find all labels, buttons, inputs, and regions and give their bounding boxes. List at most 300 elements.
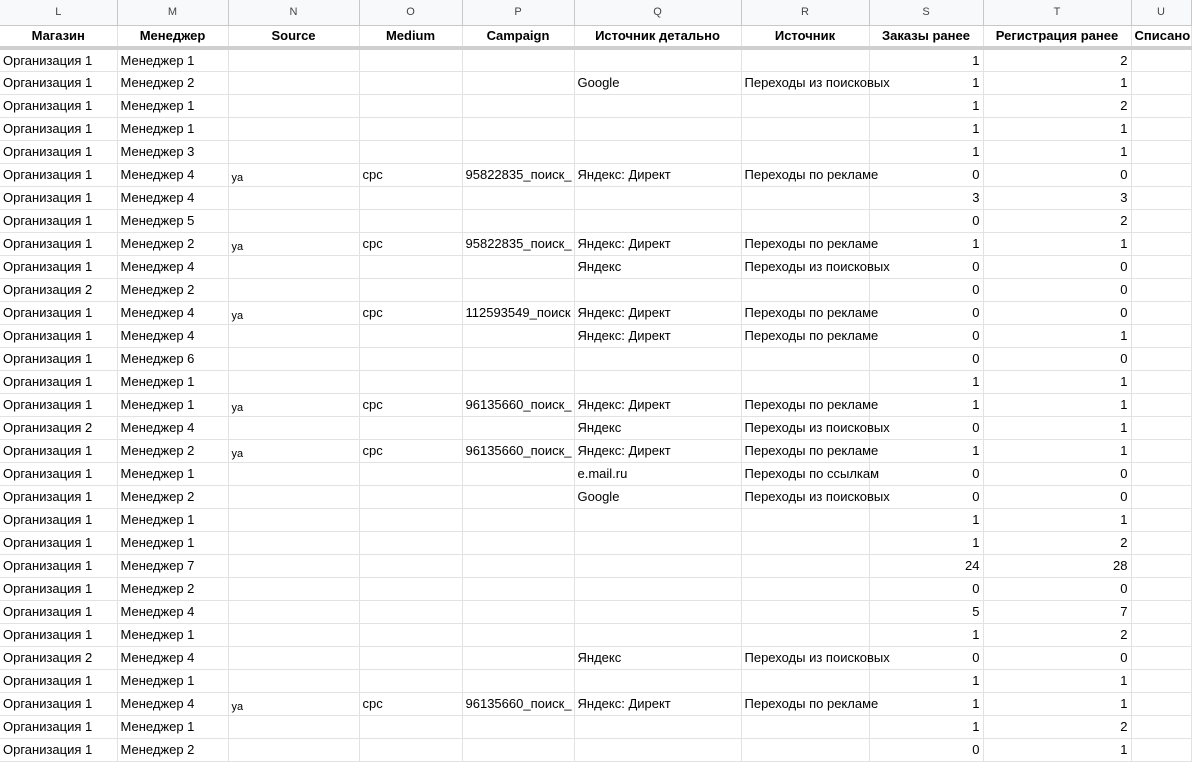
cell-channel[interactable]: [741, 600, 869, 623]
cell-source-detail[interactable]: Яндекс: Директ: [574, 439, 741, 462]
cell-orders[interactable]: 1: [869, 531, 983, 554]
cell-registrations[interactable]: 2: [983, 94, 1131, 117]
column-letter[interactable]: T: [983, 0, 1131, 25]
cell-registrations[interactable]: 2: [983, 715, 1131, 738]
cell-medium[interactable]: [359, 94, 462, 117]
cell-manager[interactable]: Менеджер 1: [117, 531, 228, 554]
cell-orders[interactable]: 1: [869, 508, 983, 531]
cell-manager[interactable]: Менеджер 4: [117, 416, 228, 439]
cell-medium[interactable]: [359, 117, 462, 140]
cell-source[interactable]: [228, 738, 359, 761]
cell-orders[interactable]: 0: [869, 485, 983, 508]
cell-written-off[interactable]: [1131, 71, 1191, 94]
cell-written-off[interactable]: [1131, 577, 1191, 600]
cell-campaign[interactable]: [462, 255, 574, 278]
cell-source-detail[interactable]: [574, 623, 741, 646]
cell-registrations[interactable]: 1: [983, 416, 1131, 439]
header-cell-medium[interactable]: Medium: [359, 25, 462, 48]
cell-written-off[interactable]: [1131, 48, 1191, 71]
cell-orders[interactable]: 1: [869, 692, 983, 715]
cell-shop[interactable]: Организация 1: [0, 577, 117, 600]
cell-written-off[interactable]: [1131, 623, 1191, 646]
cell-orders[interactable]: 0: [869, 646, 983, 669]
cell-medium[interactable]: [359, 48, 462, 71]
cell-written-off[interactable]: [1131, 232, 1191, 255]
cell-source-detail[interactable]: [574, 738, 741, 761]
cell-campaign[interactable]: [462, 600, 574, 623]
cell-manager[interactable]: Менеджер 2: [117, 577, 228, 600]
cell-registrations[interactable]: 1: [983, 324, 1131, 347]
header-cell-orders[interactable]: Заказы ранее: [869, 25, 983, 48]
cell-source[interactable]: [228, 577, 359, 600]
cell-channel[interactable]: Переходы из поисковых: [741, 71, 869, 94]
cell-shop[interactable]: Организация 1: [0, 531, 117, 554]
cell-medium[interactable]: [359, 623, 462, 646]
cell-campaign[interactable]: [462, 416, 574, 439]
cell-medium[interactable]: [359, 646, 462, 669]
cell-manager[interactable]: Менеджер 1: [117, 370, 228, 393]
cell-campaign[interactable]: [462, 715, 574, 738]
cell-medium[interactable]: [359, 209, 462, 232]
cell-registrations[interactable]: 0: [983, 255, 1131, 278]
cell-shop[interactable]: Организация 1: [0, 554, 117, 577]
cell-campaign[interactable]: 95822835_поиск_: [462, 163, 574, 186]
cell-source-detail[interactable]: [574, 347, 741, 370]
cell-source[interactable]: [228, 209, 359, 232]
cell-manager[interactable]: Менеджер 1: [117, 117, 228, 140]
cell-registrations[interactable]: 1: [983, 692, 1131, 715]
cell-shop[interactable]: Организация 1: [0, 439, 117, 462]
cell-orders[interactable]: 1: [869, 94, 983, 117]
cell-source-detail[interactable]: Яндекс: Директ: [574, 692, 741, 715]
header-cell-source-detail[interactable]: Источник детально: [574, 25, 741, 48]
cell-channel[interactable]: [741, 554, 869, 577]
cell-source[interactable]: [228, 186, 359, 209]
header-cell-registrations[interactable]: Регистрация ранее: [983, 25, 1131, 48]
cell-channel[interactable]: [741, 278, 869, 301]
cell-orders[interactable]: 0: [869, 738, 983, 761]
cell-manager[interactable]: Менеджер 4: [117, 324, 228, 347]
cell-shop[interactable]: Организация 1: [0, 163, 117, 186]
cell-medium[interactable]: cpc: [359, 393, 462, 416]
cell-manager[interactable]: Менеджер 4: [117, 692, 228, 715]
column-letter[interactable]: L: [0, 0, 117, 25]
cell-campaign[interactable]: [462, 370, 574, 393]
cell-source-detail[interactable]: Google: [574, 71, 741, 94]
cell-manager[interactable]: Менеджер 2: [117, 485, 228, 508]
cell-shop[interactable]: Организация 1: [0, 485, 117, 508]
cell-written-off[interactable]: [1131, 531, 1191, 554]
cell-campaign[interactable]: [462, 347, 574, 370]
cell-campaign[interactable]: [462, 94, 574, 117]
cell-channel[interactable]: [741, 117, 869, 140]
cell-medium[interactable]: [359, 600, 462, 623]
cell-shop[interactable]: Организация 1: [0, 462, 117, 485]
cell-medium[interactable]: [359, 738, 462, 761]
cell-campaign[interactable]: [462, 531, 574, 554]
cell-medium[interactable]: [359, 71, 462, 94]
cell-channel[interactable]: [741, 209, 869, 232]
cell-channel[interactable]: [741, 48, 869, 71]
cell-channel[interactable]: [741, 140, 869, 163]
column-letter[interactable]: P: [462, 0, 574, 25]
cell-source[interactable]: [228, 140, 359, 163]
cell-written-off[interactable]: [1131, 347, 1191, 370]
cell-campaign[interactable]: [462, 577, 574, 600]
cell-orders[interactable]: 5: [869, 600, 983, 623]
cell-manager[interactable]: Менеджер 1: [117, 508, 228, 531]
cell-source[interactable]: [228, 554, 359, 577]
cell-medium[interactable]: [359, 531, 462, 554]
cell-manager[interactable]: Менеджер 6: [117, 347, 228, 370]
cell-orders[interactable]: 0: [869, 462, 983, 485]
cell-shop[interactable]: Организация 1: [0, 186, 117, 209]
cell-campaign[interactable]: [462, 646, 574, 669]
cell-source-detail[interactable]: [574, 577, 741, 600]
cell-source[interactable]: [228, 117, 359, 140]
cell-campaign[interactable]: [462, 508, 574, 531]
cell-source-detail[interactable]: Яндекс: Директ: [574, 301, 741, 324]
cell-channel[interactable]: Переходы из поисковых: [741, 485, 869, 508]
cell-medium[interactable]: [359, 370, 462, 393]
cell-written-off[interactable]: [1131, 117, 1191, 140]
cell-shop[interactable]: Организация 1: [0, 508, 117, 531]
cell-campaign[interactable]: [462, 485, 574, 508]
cell-written-off[interactable]: [1131, 462, 1191, 485]
cell-manager[interactable]: Менеджер 2: [117, 71, 228, 94]
cell-medium[interactable]: cpc: [359, 232, 462, 255]
cell-campaign[interactable]: [462, 209, 574, 232]
cell-medium[interactable]: [359, 508, 462, 531]
cell-source[interactable]: ya: [228, 232, 359, 255]
cell-medium[interactable]: cpc: [359, 163, 462, 186]
cell-orders[interactable]: 1: [869, 117, 983, 140]
cell-written-off[interactable]: [1131, 416, 1191, 439]
cell-source-detail[interactable]: [574, 370, 741, 393]
cell-written-off[interactable]: [1131, 669, 1191, 692]
cell-source-detail[interactable]: [574, 209, 741, 232]
cell-registrations[interactable]: 0: [983, 278, 1131, 301]
cell-orders[interactable]: 0: [869, 209, 983, 232]
header-cell-channel[interactable]: Источник: [741, 25, 869, 48]
cell-source-detail[interactable]: Яндекс: [574, 646, 741, 669]
cell-registrations[interactable]: 1: [983, 669, 1131, 692]
cell-registrations[interactable]: 0: [983, 301, 1131, 324]
cell-channel[interactable]: [741, 94, 869, 117]
cell-source[interactable]: ya: [228, 301, 359, 324]
cell-source[interactable]: ya: [228, 393, 359, 416]
cell-source[interactable]: ya: [228, 439, 359, 462]
cell-medium[interactable]: [359, 255, 462, 278]
cell-source[interactable]: [228, 48, 359, 71]
cell-manager[interactable]: Менеджер 1: [117, 715, 228, 738]
cell-campaign[interactable]: [462, 140, 574, 163]
cell-written-off[interactable]: [1131, 508, 1191, 531]
column-letter[interactable]: S: [869, 0, 983, 25]
cell-written-off[interactable]: [1131, 439, 1191, 462]
cell-channel[interactable]: Переходы по рекламе: [741, 439, 869, 462]
cell-manager[interactable]: Менеджер 2: [117, 232, 228, 255]
cell-written-off[interactable]: [1131, 600, 1191, 623]
cell-manager[interactable]: Менеджер 7: [117, 554, 228, 577]
cell-source[interactable]: [228, 255, 359, 278]
cell-channel[interactable]: Переходы по ссылкам: [741, 462, 869, 485]
cell-source-detail[interactable]: e.mail.ru: [574, 462, 741, 485]
cell-campaign[interactable]: [462, 738, 574, 761]
cell-written-off[interactable]: [1131, 393, 1191, 416]
cell-registrations[interactable]: 7: [983, 600, 1131, 623]
cell-source[interactable]: [228, 370, 359, 393]
cell-registrations[interactable]: 28: [983, 554, 1131, 577]
cell-written-off[interactable]: [1131, 554, 1191, 577]
cell-source-detail[interactable]: [574, 715, 741, 738]
cell-channel[interactable]: [741, 669, 869, 692]
cell-written-off[interactable]: [1131, 255, 1191, 278]
cell-campaign[interactable]: [462, 623, 574, 646]
cell-manager[interactable]: Менеджер 4: [117, 301, 228, 324]
cell-shop[interactable]: Организация 1: [0, 347, 117, 370]
cell-manager[interactable]: Менеджер 2: [117, 278, 228, 301]
cell-campaign[interactable]: [462, 324, 574, 347]
cell-medium[interactable]: [359, 140, 462, 163]
cell-channel[interactable]: Переходы из поисковых: [741, 416, 869, 439]
cell-registrations[interactable]: 0: [983, 485, 1131, 508]
cell-source-detail[interactable]: Яндекс: [574, 416, 741, 439]
cell-source-detail[interactable]: [574, 140, 741, 163]
cell-source-detail[interactable]: [574, 117, 741, 140]
cell-shop[interactable]: Организация 1: [0, 232, 117, 255]
cell-written-off[interactable]: [1131, 209, 1191, 232]
cell-manager[interactable]: Менеджер 4: [117, 600, 228, 623]
cell-campaign[interactable]: 112593549_поиск: [462, 301, 574, 324]
cell-orders[interactable]: 0: [869, 416, 983, 439]
cell-orders[interactable]: 1: [869, 715, 983, 738]
cell-registrations[interactable]: 1: [983, 439, 1131, 462]
cell-channel[interactable]: Переходы по рекламе: [741, 393, 869, 416]
cell-written-off[interactable]: [1131, 485, 1191, 508]
cell-written-off[interactable]: [1131, 278, 1191, 301]
cell-shop[interactable]: Организация 1: [0, 393, 117, 416]
cell-manager[interactable]: Менеджер 1: [117, 462, 228, 485]
cell-shop[interactable]: Организация 1: [0, 301, 117, 324]
cell-source[interactable]: ya: [228, 692, 359, 715]
cell-registrations[interactable]: 2: [983, 623, 1131, 646]
cell-source[interactable]: [228, 669, 359, 692]
cell-source-detail[interactable]: [574, 94, 741, 117]
cell-medium[interactable]: [359, 715, 462, 738]
cell-written-off[interactable]: [1131, 692, 1191, 715]
column-letter[interactable]: O: [359, 0, 462, 25]
cell-medium[interactable]: [359, 485, 462, 508]
cell-shop[interactable]: Организация 1: [0, 71, 117, 94]
cell-shop[interactable]: Организация 1: [0, 324, 117, 347]
cell-source[interactable]: [228, 485, 359, 508]
cell-orders[interactable]: 0: [869, 324, 983, 347]
cell-campaign[interactable]: [462, 186, 574, 209]
cell-registrations[interactable]: 1: [983, 71, 1131, 94]
cell-campaign[interactable]: 96135660_поиск_: [462, 439, 574, 462]
cell-shop[interactable]: Организация 1: [0, 623, 117, 646]
cell-registrations[interactable]: 0: [983, 163, 1131, 186]
cell-source-detail[interactable]: [574, 186, 741, 209]
cell-channel[interactable]: Переходы по рекламе: [741, 301, 869, 324]
cell-manager[interactable]: Менеджер 2: [117, 738, 228, 761]
cell-campaign[interactable]: [462, 48, 574, 71]
cell-shop[interactable]: Организация 1: [0, 140, 117, 163]
cell-registrations[interactable]: 0: [983, 577, 1131, 600]
cell-source[interactable]: [228, 508, 359, 531]
cell-source-detail[interactable]: [574, 508, 741, 531]
cell-registrations[interactable]: 2: [983, 48, 1131, 71]
cell-orders[interactable]: 0: [869, 278, 983, 301]
cell-shop[interactable]: Организация 1: [0, 370, 117, 393]
cell-source-detail[interactable]: Яндекс: [574, 255, 741, 278]
cell-channel[interactable]: [741, 715, 869, 738]
cell-source[interactable]: [228, 324, 359, 347]
cell-source[interactable]: [228, 71, 359, 94]
cell-source[interactable]: [228, 715, 359, 738]
column-letter[interactable]: N: [228, 0, 359, 25]
cell-channel[interactable]: [741, 531, 869, 554]
cell-shop[interactable]: Организация 1: [0, 94, 117, 117]
cell-source[interactable]: [228, 278, 359, 301]
cell-channel[interactable]: Переходы по рекламе: [741, 163, 869, 186]
cell-orders[interactable]: 3: [869, 186, 983, 209]
cell-source-detail[interactable]: [574, 278, 741, 301]
cell-channel[interactable]: [741, 186, 869, 209]
cell-written-off[interactable]: [1131, 140, 1191, 163]
cell-written-off[interactable]: [1131, 370, 1191, 393]
cell-source[interactable]: [228, 646, 359, 669]
cell-source-detail[interactable]: [574, 531, 741, 554]
cell-registrations[interactable]: 1: [983, 232, 1131, 255]
cell-registrations[interactable]: 1: [983, 140, 1131, 163]
cell-channel[interactable]: [741, 347, 869, 370]
cell-manager[interactable]: Менеджер 1: [117, 393, 228, 416]
cell-source-detail[interactable]: [574, 600, 741, 623]
cell-medium[interactable]: cpc: [359, 301, 462, 324]
cell-source-detail[interactable]: [574, 554, 741, 577]
cell-channel[interactable]: [741, 623, 869, 646]
cell-campaign[interactable]: [462, 117, 574, 140]
cell-manager[interactable]: Менеджер 2: [117, 439, 228, 462]
column-letter[interactable]: R: [741, 0, 869, 25]
cell-source[interactable]: ya: [228, 163, 359, 186]
cell-orders[interactable]: 0: [869, 163, 983, 186]
column-letter[interactable]: Q: [574, 0, 741, 25]
cell-shop[interactable]: Организация 2: [0, 646, 117, 669]
cell-written-off[interactable]: [1131, 738, 1191, 761]
header-cell-manager[interactable]: Менеджер: [117, 25, 228, 48]
cell-shop[interactable]: Организация 1: [0, 738, 117, 761]
cell-written-off[interactable]: [1131, 324, 1191, 347]
cell-orders[interactable]: 1: [869, 232, 983, 255]
cell-channel[interactable]: [741, 738, 869, 761]
cell-medium[interactable]: [359, 278, 462, 301]
cell-source-detail[interactable]: Яндекс: Директ: [574, 163, 741, 186]
cell-campaign[interactable]: [462, 669, 574, 692]
column-letter[interactable]: M: [117, 0, 228, 25]
cell-source[interactable]: [228, 347, 359, 370]
cell-channel[interactable]: Переходы по рекламе: [741, 692, 869, 715]
cell-channel[interactable]: [741, 577, 869, 600]
cell-orders[interactable]: 1: [869, 48, 983, 71]
cell-medium[interactable]: cpc: [359, 439, 462, 462]
cell-written-off[interactable]: [1131, 163, 1191, 186]
cell-shop[interactable]: Организация 1: [0, 48, 117, 71]
cell-orders[interactable]: 0: [869, 255, 983, 278]
cell-campaign[interactable]: [462, 554, 574, 577]
cell-orders[interactable]: 1: [869, 71, 983, 94]
cell-manager[interactable]: Менеджер 4: [117, 255, 228, 278]
cell-orders[interactable]: 1: [869, 439, 983, 462]
cell-source[interactable]: [228, 462, 359, 485]
cell-medium[interactable]: [359, 347, 462, 370]
cell-source-detail[interactable]: Яндекс: Директ: [574, 232, 741, 255]
cell-channel[interactable]: [741, 508, 869, 531]
cell-orders[interactable]: 24: [869, 554, 983, 577]
cell-campaign[interactable]: 96135660_поиск_: [462, 692, 574, 715]
cell-campaign[interactable]: [462, 462, 574, 485]
cell-registrations[interactable]: 3: [983, 186, 1131, 209]
cell-source-detail[interactable]: [574, 48, 741, 71]
cell-source[interactable]: [228, 623, 359, 646]
cell-written-off[interactable]: [1131, 646, 1191, 669]
cell-shop[interactable]: Организация 1: [0, 600, 117, 623]
header-cell-source[interactable]: Source: [228, 25, 359, 48]
cell-channel[interactable]: Переходы из поисковых: [741, 646, 869, 669]
cell-registrations[interactable]: 1: [983, 370, 1131, 393]
cell-registrations[interactable]: 0: [983, 462, 1131, 485]
cell-manager[interactable]: Менеджер 1: [117, 669, 228, 692]
cell-shop[interactable]: Организация 1: [0, 669, 117, 692]
header-cell-written-off[interactable]: Списано: [1131, 25, 1191, 48]
cell-shop[interactable]: Организация 1: [0, 117, 117, 140]
cell-channel[interactable]: Переходы из поисковых: [741, 255, 869, 278]
cell-registrations[interactable]: 0: [983, 347, 1131, 370]
cell-source[interactable]: [228, 531, 359, 554]
cell-campaign[interactable]: 96135660_поиск_: [462, 393, 574, 416]
cell-orders[interactable]: 1: [869, 370, 983, 393]
cell-orders[interactable]: 0: [869, 577, 983, 600]
cell-registrations[interactable]: 1: [983, 393, 1131, 416]
cell-orders[interactable]: 1: [869, 623, 983, 646]
cell-manager[interactable]: Менеджер 1: [117, 48, 228, 71]
cell-registrations[interactable]: 1: [983, 508, 1131, 531]
cell-medium[interactable]: [359, 577, 462, 600]
cell-written-off[interactable]: [1131, 715, 1191, 738]
cell-source-detail[interactable]: [574, 669, 741, 692]
cell-channel[interactable]: [741, 370, 869, 393]
cell-shop[interactable]: Организация 1: [0, 692, 117, 715]
cell-manager[interactable]: Менеджер 1: [117, 94, 228, 117]
cell-source-detail[interactable]: Яндекс: Директ: [574, 324, 741, 347]
cell-medium[interactable]: [359, 416, 462, 439]
cell-source-detail[interactable]: Яндекс: Директ: [574, 393, 741, 416]
cell-manager[interactable]: Менеджер 4: [117, 646, 228, 669]
cell-shop[interactable]: Организация 1: [0, 209, 117, 232]
cell-shop[interactable]: Организация 1: [0, 715, 117, 738]
cell-medium[interactable]: [359, 462, 462, 485]
header-cell-shop[interactable]: Магазин: [0, 25, 117, 48]
cell-written-off[interactable]: [1131, 94, 1191, 117]
cell-channel[interactable]: Переходы по рекламе: [741, 324, 869, 347]
cell-shop[interactable]: Организация 2: [0, 278, 117, 301]
cell-campaign[interactable]: [462, 71, 574, 94]
cell-orders[interactable]: 1: [869, 669, 983, 692]
cell-orders[interactable]: 0: [869, 301, 983, 324]
cell-registrations[interactable]: 0: [983, 646, 1131, 669]
